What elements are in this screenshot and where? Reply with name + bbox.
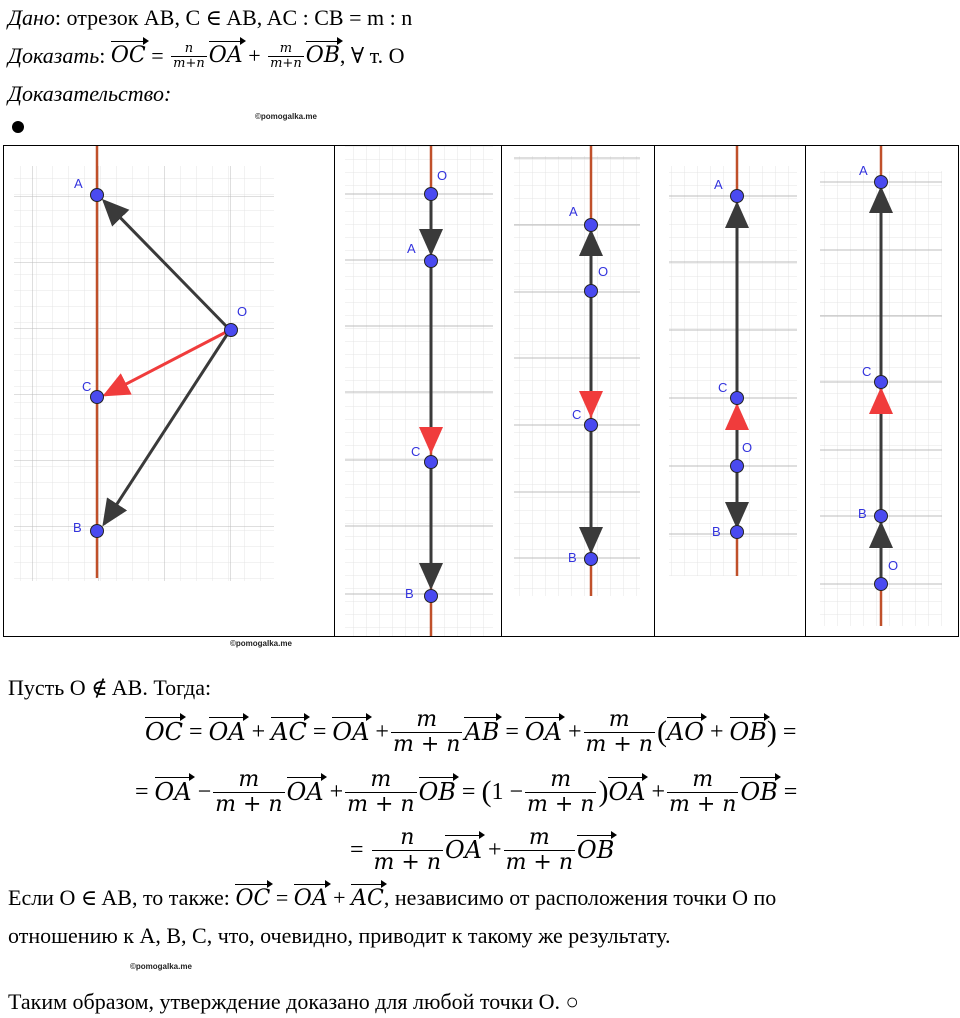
proof-label: Доказательство <box>8 81 164 106</box>
diagram-o-above <box>335 146 501 636</box>
label-c: C <box>718 380 728 395</box>
vector-oa: OA <box>208 43 243 68</box>
bullet-marker <box>12 121 24 133</box>
label-c: C <box>82 379 92 394</box>
prove-line: Доказать : OC = $\frac{n}{m+n}$ OA + $\frac{m}{m+n}$ OB , ∀ т. O <box>8 40 405 71</box>
label-b: B <box>712 524 721 539</box>
label-b: B <box>405 586 414 601</box>
label-o: O <box>742 440 753 455</box>
label-b: B <box>568 550 577 565</box>
panel-1 <box>4 146 335 636</box>
given-line: Дано: отрезок AB, C ∈ AB, AC : CB = m : n <box>8 5 413 30</box>
diagram-o-between-cb <box>655 146 805 636</box>
label-o: O <box>437 168 448 183</box>
case2-line-2: отношению к A, B, C, что, очевидно, приводит к такому же результату. <box>8 923 671 948</box>
label-a: A <box>569 204 578 219</box>
given-text: отрезок AB, C ∈ AB, AC : CB = m : n <box>66 5 413 30</box>
figure-diagrams <box>3 145 959 637</box>
label-b: B <box>858 506 867 521</box>
conclusion: Таким образом, утверждение доказано для любой точки O. ○ <box>8 989 579 1014</box>
label-c: C <box>411 444 421 459</box>
label-c: C <box>572 407 582 422</box>
prove-label: Доказать <box>8 43 100 68</box>
label-o: O <box>237 304 248 319</box>
prove-suffix: , ∀ т. O <box>339 43 405 68</box>
watermark-bottom: ©pomogalka.me <box>130 962 192 971</box>
fraction-m: $\frac{m}{m+n}$ <box>270 40 302 71</box>
equation-line-2: = OA − $\frac{m}{m + n}$ OA + $\frac{m}{m + n}$ OB = ( 1 − $\frac{m}{m + n}$ ) OA + $\frac{m}{m + n}$ OB = <box>135 767 798 817</box>
diagram-o-between-ac <box>502 146 654 636</box>
panel-2 <box>335 146 502 636</box>
label-a: A <box>859 163 868 178</box>
case2-line-1: Если O ∈ AB, то также: OC = OA + AC, независимо от расположения точки O по <box>8 885 777 911</box>
panel-5 <box>806 146 958 636</box>
equation-line-1: OC = OA + AC = OA + $\frac{m}{m + n}$ AB = OA + $\frac{m}{m + n}$ ( AO + OB ) = <box>145 707 797 757</box>
given-label: Дано <box>8 5 55 30</box>
case1-intro: Пусть O ∉ AB. Тогда: <box>8 675 212 700</box>
label-c: C <box>862 364 872 379</box>
watermark-middle: ©pomogalka.me <box>230 639 292 648</box>
diagram-o-below <box>806 146 958 636</box>
equation-line-3: = $\frac{n}{m + n}$ OA + $\frac{m}{m + n}$ OB <box>350 825 615 875</box>
label-a: A <box>407 241 416 256</box>
label-o: O <box>888 558 899 573</box>
vector-ob: OB <box>305 43 340 68</box>
watermark-top: ©pomogalka.me <box>255 112 317 121</box>
label-o: O <box>598 264 609 279</box>
diagram-o-outside <box>4 146 334 636</box>
vector-oc: OC <box>110 43 146 68</box>
panel-3 <box>502 146 655 636</box>
label-b: B <box>73 520 82 535</box>
label-a: A <box>74 176 83 191</box>
panel-4 <box>655 146 806 636</box>
proof-line: Доказательство: <box>8 81 172 106</box>
label-a: A <box>714 177 723 192</box>
fraction-n: $\frac{n}{m+n}$ <box>173 40 205 71</box>
